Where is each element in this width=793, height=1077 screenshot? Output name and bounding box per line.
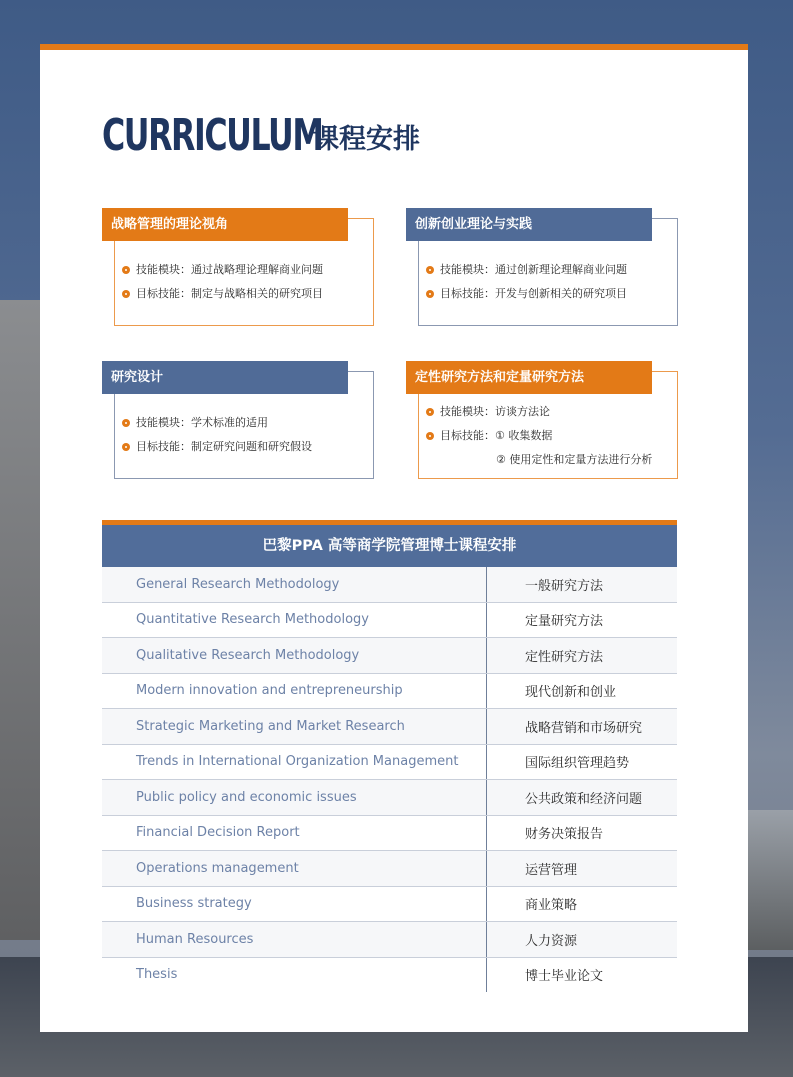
module-item: 技能模块：访谈方法论 bbox=[426, 400, 652, 424]
course-name-cn: 一般研究方法 bbox=[487, 567, 678, 602]
table-row bbox=[102, 638, 677, 674]
course-name-en: General Research Methodology bbox=[102, 567, 487, 602]
page-title-cn: 课程安排 bbox=[312, 124, 420, 155]
course-name-cn: 商业策略 bbox=[487, 886, 678, 922]
course-name-en: Thesis bbox=[102, 957, 487, 992]
table-row bbox=[102, 567, 677, 602]
course-name-en: Human Resources bbox=[102, 922, 487, 958]
table-row bbox=[102, 922, 677, 958]
course-name-cn: 定量研究方法 bbox=[487, 602, 678, 638]
module-item: 目标技能：① 收集数据 bbox=[426, 424, 652, 448]
bullet-icon bbox=[426, 266, 434, 274]
module-item: 技能模块：通过战略理论理解商业问题 bbox=[122, 258, 323, 282]
table-row bbox=[102, 886, 677, 922]
bullet-icon bbox=[426, 408, 434, 416]
course-table bbox=[102, 567, 677, 992]
background-arch bbox=[0, 300, 40, 940]
page-title bbox=[102, 110, 420, 161]
course-name-en: Public policy and economic issues bbox=[102, 780, 487, 816]
course-name-en: Business strategy bbox=[102, 886, 487, 922]
module-research-design bbox=[102, 361, 374, 479]
module-item: 目标技能：制定研究问题和研究假设 bbox=[122, 435, 312, 459]
module-research-methods bbox=[406, 361, 678, 479]
bullet-icon bbox=[426, 290, 434, 298]
table-row bbox=[102, 709, 677, 745]
course-name-cn: 现代创新和创业 bbox=[487, 673, 678, 709]
course-name-cn: 博士毕业论文 bbox=[487, 957, 678, 992]
table-row bbox=[102, 673, 677, 709]
table-title: 巴黎PPA 高等商学院管理博士课程安排 bbox=[102, 520, 677, 567]
curriculum-sheet bbox=[40, 44, 748, 1032]
course-name-cn: 运营管理 bbox=[487, 851, 678, 887]
page-title-en: CURRICULUM bbox=[102, 110, 323, 161]
module-item: 目标技能：制定与战略相关的研究项目 bbox=[122, 282, 323, 306]
bullet-icon bbox=[122, 419, 130, 427]
module-item: 技能模块：通过创新理论理解商业问题 bbox=[426, 258, 627, 282]
table-row bbox=[102, 602, 677, 638]
table-row bbox=[102, 744, 677, 780]
table-row bbox=[102, 957, 677, 992]
module-title: 创新创业理论与实践 bbox=[406, 208, 652, 241]
course-name-cn: 国际组织管理趋势 bbox=[487, 744, 678, 780]
module-title: 战略管理的理论视角 bbox=[102, 208, 348, 241]
course-name-en: Quantitative Research Methodology bbox=[102, 602, 487, 638]
bullet-icon bbox=[122, 266, 130, 274]
background-buildings bbox=[747, 810, 793, 950]
module-item-continuation: ② 使用定性和定量方法进行分析 bbox=[496, 453, 653, 466]
course-name-en: Operations management bbox=[102, 851, 487, 887]
curriculum-table bbox=[102, 520, 677, 992]
module-title: 研究设计 bbox=[102, 361, 348, 394]
module-strategic-management bbox=[102, 208, 374, 326]
table-row bbox=[102, 851, 677, 887]
bullet-icon bbox=[122, 290, 130, 298]
course-name-cn: 公共政策和经济问题 bbox=[487, 780, 678, 816]
course-name-en: Qualitative Research Methodology bbox=[102, 638, 487, 674]
table-row bbox=[102, 815, 677, 851]
bullet-icon bbox=[426, 432, 434, 440]
module-item: 技能模块：学术标准的适用 bbox=[122, 411, 312, 435]
course-name-en: Modern innovation and entrepreneurship bbox=[102, 673, 487, 709]
module-item: 目标技能：开发与创新相关的研究项目 bbox=[426, 282, 627, 306]
course-name-cn: 财务决策报告 bbox=[487, 815, 678, 851]
course-name-cn: 定性研究方法 bbox=[487, 638, 678, 674]
module-innovation-entrepreneurship bbox=[406, 208, 678, 326]
bullet-icon bbox=[122, 443, 130, 451]
course-name-en: Financial Decision Report bbox=[102, 815, 487, 851]
course-name-en: Strategic Marketing and Market Research bbox=[102, 709, 487, 745]
table-row bbox=[102, 780, 677, 816]
course-name-cn: 人力资源 bbox=[487, 922, 678, 958]
course-name-cn: 战略营销和市场研究 bbox=[487, 709, 678, 745]
module-title: 定性研究方法和定量研究方法 bbox=[406, 361, 652, 394]
course-name-en: Trends in International Organization Management bbox=[102, 744, 487, 780]
